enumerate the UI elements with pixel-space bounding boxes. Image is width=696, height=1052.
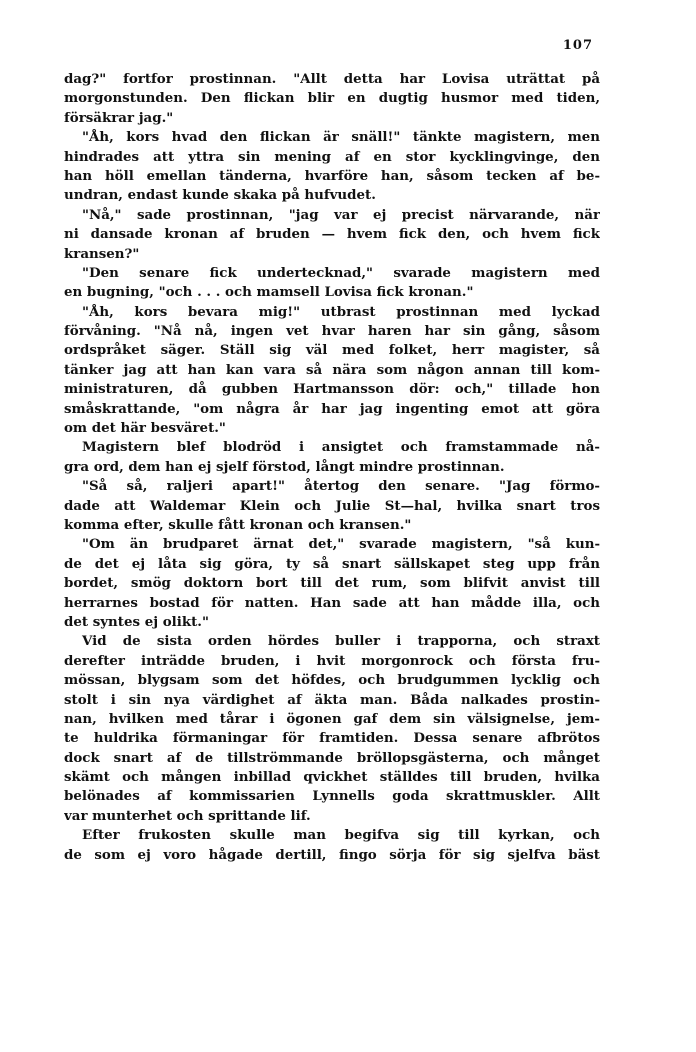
- text-line: ordspråket säger. Ställ sig väl med folket, herr magister, så: [64, 342, 600, 359]
- text-line: de som ej voro hågade dertill, fingo sörja för sig sjelfva bäst: [64, 846, 600, 863]
- text-line: hindrades att yttra sin mening af en stor kycklingvinge, den: [64, 148, 600, 165]
- text-line: morgonstunden. Den flickan blir en dugtig husmor med tiden,: [64, 90, 600, 107]
- text-line: herrarnes bostad för natten. Han sade att han mådde illa, och: [64, 594, 600, 611]
- text-line: dade att Waldemar Klein och Julie St—hal, hvilka snart tros: [64, 497, 600, 514]
- text-line: te huldrika förmaningar för framtiden. Dessa senare afbrötos: [64, 730, 600, 747]
- text-line: mössan, blygsam som det höfdes, och brudgummen lycklig och: [64, 672, 600, 689]
- text-line: försäkrar jag.": [64, 109, 174, 126]
- text-line: det syntes ej olikt.": [64, 613, 209, 630]
- text-line: tänker jag att han kan vara så nära som någon annan till kom-: [64, 361, 600, 378]
- body-text: [64, 70, 600, 865]
- text-line: var munterhet och sprittande lif.: [64, 807, 311, 824]
- text-line: "Den senare fick undertecknad," svarade magistern med: [82, 264, 600, 281]
- text-line: ministraturen, då gubben Hartmansson dör: och," tillade hon: [64, 381, 600, 398]
- text-line: Magistern blef blodröd i ansigtet och framstammade nå-: [82, 439, 600, 456]
- text-line: om det här besväret.": [64, 420, 226, 437]
- text-line: ni dansade kronan af bruden — hvem fick den, och hvem fick: [64, 226, 600, 243]
- text-line: dag?" fortfor prostinnan. "Allt detta har Lovisa uträttat på: [64, 71, 600, 87]
- text-line: Vid de sista orden hördes buller i trapporna, och straxt: [82, 633, 600, 650]
- text-line: derefter inträdde bruden, i hvit morgonrock och första fru-: [64, 652, 600, 669]
- text-line: "Nå," sade prostinnan, "jag var ej precist närvarande, när: [82, 206, 600, 223]
- page-number: 107: [562, 38, 593, 53]
- text-line: de det ej låta sig göra, ty så snart sällskapet steg upp från: [64, 555, 600, 572]
- text-line: "Så så, raljeri apart!" återtog den senare. "Jag förmo-: [82, 478, 600, 495]
- text-line: en bugning, "och . . . och mamsell Lovisa fick kronan.": [64, 284, 474, 301]
- text-line: skämt och mången inbillad qvickhet ställdes till bruden, hvilka: [64, 769, 600, 786]
- text-line: "Åh, kors hvad den flickan är snäll!" tänkte magistern, men: [82, 129, 600, 146]
- text-line: kransen?": [64, 245, 140, 262]
- text-line: "Åh, kors bevara mig!" utbrast prostinnan med lyckad: [82, 303, 600, 320]
- text-line: gra ord, dem han ej sjelf förstod, långt mindre prostinnan.: [64, 458, 505, 475]
- text-line: Efter frukosten skulle man begifva sig till kyrkan, och: [82, 827, 600, 844]
- text-line: nan, hvilken med tårar i ögonen gaf dem sin välsignelse, jem-: [64, 710, 600, 727]
- text-line: dock snart af de tillströmmande bröllopsgästerna, och månget: [64, 749, 600, 766]
- text-line: stolt i sin nya värdighet af äkta man. Båda nalkades prostin-: [64, 691, 600, 708]
- text-line: undran, endast kunde skaka på hufvudet.: [64, 187, 376, 204]
- text-line: bordet, smög doktorn bort till det rum, som blifvit anvist till: [64, 575, 600, 592]
- text-line: småskrattande, "om några år har jag ingenting emot att göra: [64, 400, 600, 417]
- text-line: "Om än brudparet ärnat det," svarade magistern, "så kun-: [82, 536, 600, 553]
- text-line: han höll emellan tänderna, hvarföre han, såsom tecken af be-: [64, 167, 600, 184]
- text-line: förvåning. "Nå nå, ingen vet hvar haren har sin gång, såsom: [64, 323, 600, 340]
- text-line: belönades af kommissarien Lynnells goda skrattmuskler. Allt: [64, 788, 600, 805]
- text-line: komma efter, skulle fått kronan och kransen.": [64, 516, 412, 533]
